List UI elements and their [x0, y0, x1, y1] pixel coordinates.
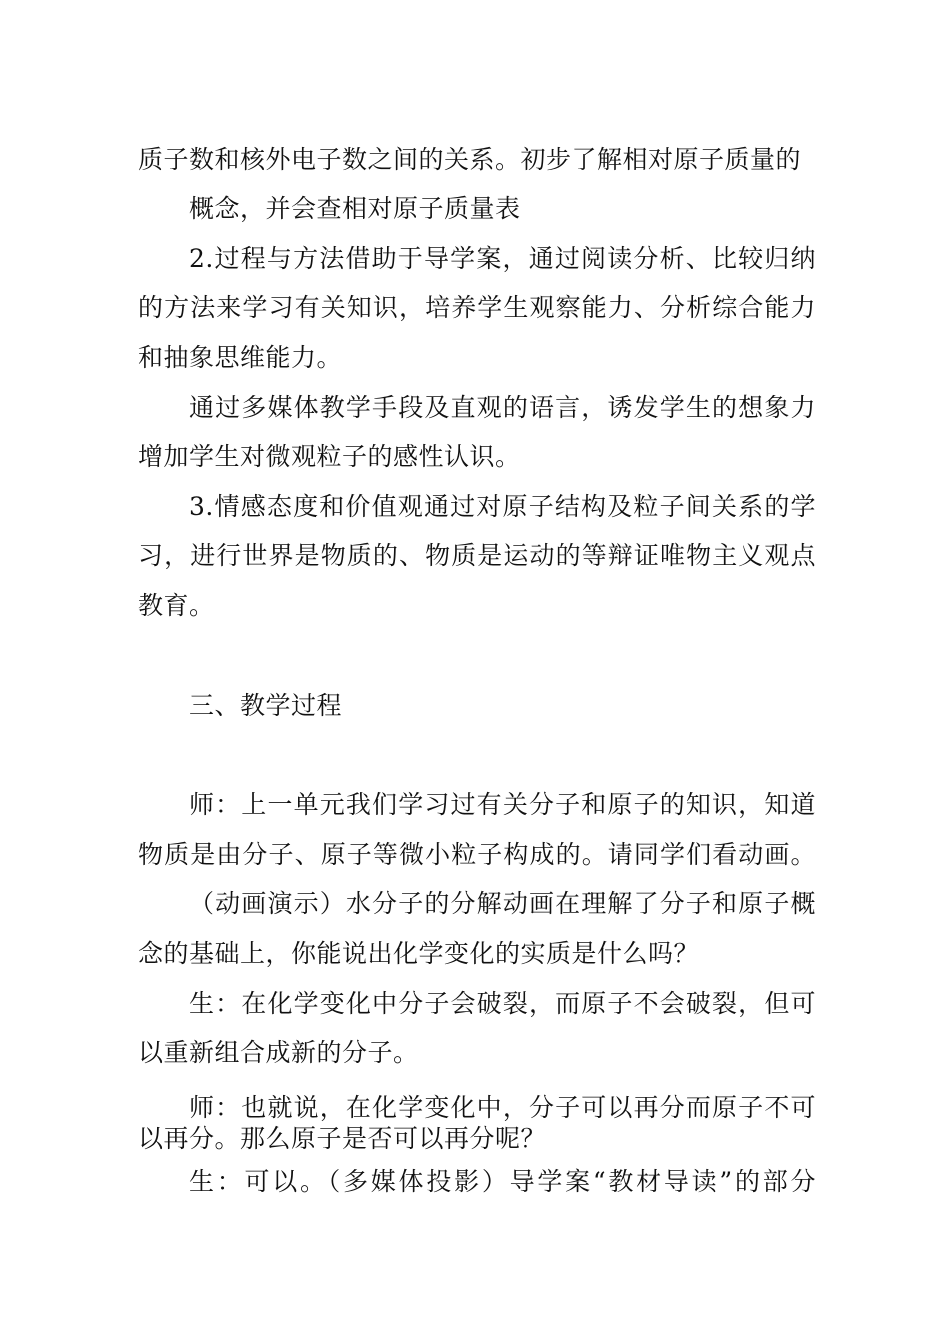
text-line: 的方法来学习有关知识，培养学生观察能力、分析综合能力: [138, 293, 816, 322]
text-line: 生：在化学变化中分子会破裂，而原子不会破裂，但可: [189, 989, 816, 1018]
text-line: 物质是由分子、原子等微小粒子构成的。请同学们看动画。: [138, 840, 816, 869]
text-line: 3.情感态度和价值观通过对原子结构及粒子间关系的学: [189, 492, 816, 521]
text-line: 念的基础上，你能说出化学变化的实质是什么吗？: [138, 939, 700, 968]
text-line: 通过多媒体教学手段及直观的语言，诱发学生的想象力: [189, 393, 816, 422]
text-line: 师：上一单元我们学习过有关分子和原子的知识，知道: [189, 790, 816, 819]
text-line: 习，进行世界是物质的、物质是运动的等辩证唯物主义观点: [138, 541, 816, 570]
text-line: 2.过程与方法借助于导学案，通过阅读分析、比较归纳: [189, 244, 816, 273]
text-line: 概念，并会查相对原子质量表: [189, 194, 521, 223]
text-line: 师：也就说，在化学变化中，分子可以再分而原子不可: [189, 1093, 816, 1122]
text-line: （动画演示）水分子的分解动画在理解了分子和原子概: [189, 889, 816, 918]
text-line: 增加学生对微观粒子的感性认识。: [138, 442, 521, 471]
text-line: 教育。: [138, 591, 215, 620]
text-line: 以再分。那么原子是否可以再分呢？: [138, 1124, 547, 1153]
text-line: 生：可以。（多媒体投影）导学案“教材导读”的部分: [189, 1167, 816, 1196]
section-heading: 三、教学过程: [189, 691, 343, 720]
text-line: 质子数和核外电子数之间的关系。初步了解相对原子质量的: [138, 145, 802, 174]
text-line: 以重新组合成新的分子。: [138, 1038, 419, 1067]
text-line: 和抽象思维能力。: [138, 343, 343, 372]
